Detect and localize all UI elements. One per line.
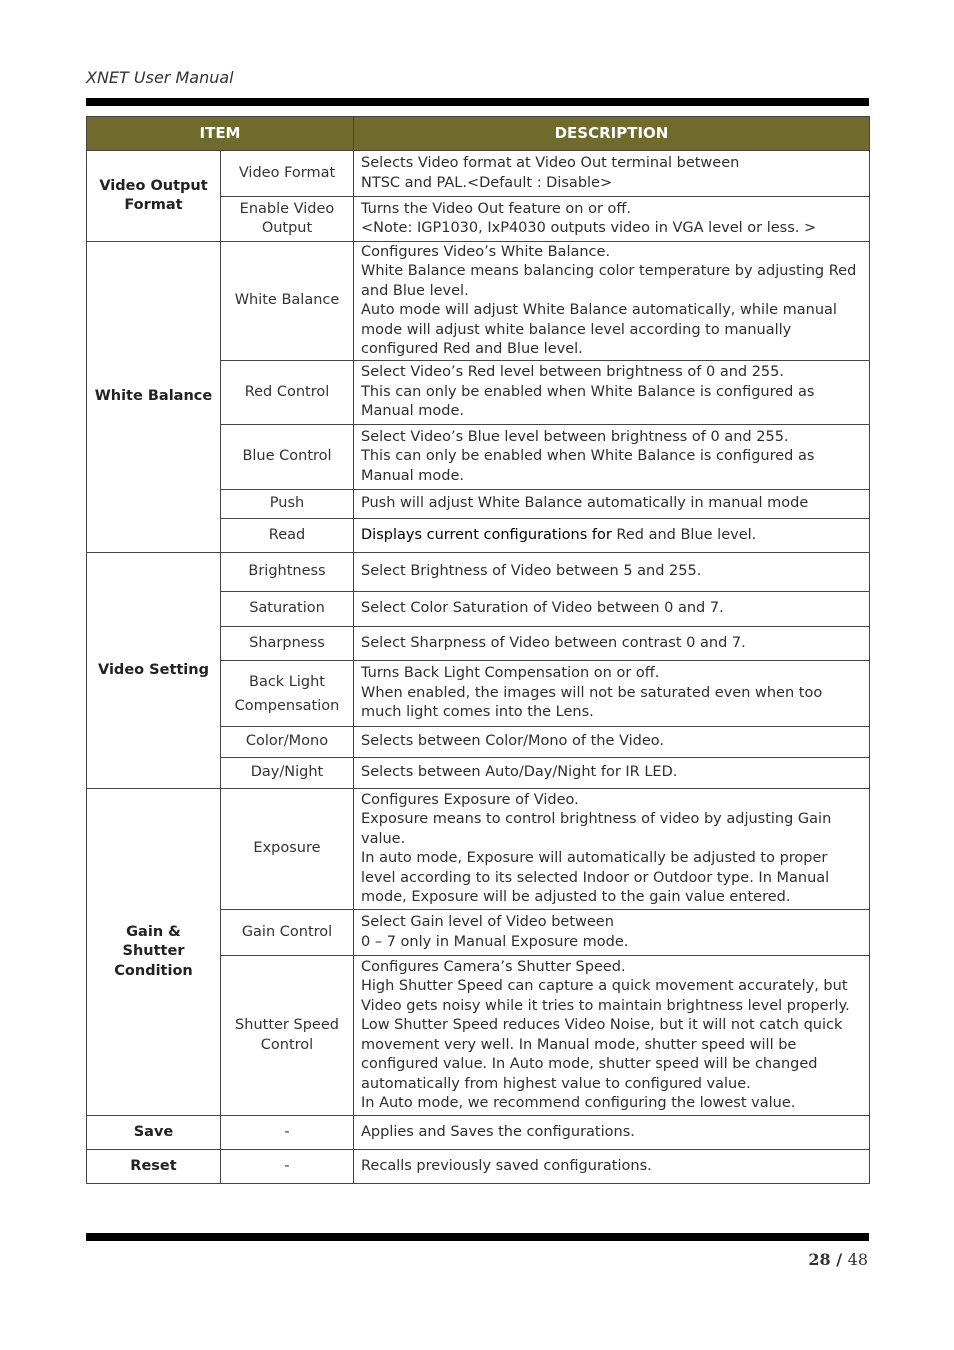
- description-line: Select Brightness of Video between 5 and 255.: [361, 563, 702, 580]
- column-header-description: DESCRIPTION: [354, 117, 870, 151]
- description-cell: [354, 151, 870, 197]
- item-cell: -: [221, 1150, 354, 1184]
- description-cell: [354, 758, 870, 789]
- description-cell: [354, 425, 870, 490]
- description-line: Auto mode will adjust White Balance automatically, while manual mode will adjust white balance level according to manually configured Red and Blue level.: [361, 302, 837, 357]
- item-cell: Brightness: [221, 553, 354, 592]
- category-cell: Video Output Format: [87, 151, 221, 242]
- description-line: Turns Back Light Compensation on or off.: [361, 665, 660, 682]
- item-cell: -: [221, 1116, 354, 1150]
- description-lead: Displays current configurations for: [361, 526, 612, 543]
- description-cell: [354, 1116, 870, 1150]
- page-separator: /: [830, 1250, 848, 1269]
- description-line: Selects Video format at Video Out terminal between: [361, 155, 740, 171]
- description-cell: [354, 519, 870, 553]
- column-header-item: ITEM: [87, 117, 354, 151]
- table-row: [87, 789, 870, 910]
- description-line: Turns the Video Out feature on or off.: [361, 200, 631, 217]
- description-cell: [354, 627, 870, 661]
- description-cell: [354, 1150, 870, 1184]
- description-line: Configures Exposure of Video.: [361, 791, 579, 808]
- description-cell: [354, 727, 870, 758]
- item-cell: Saturation: [221, 592, 354, 627]
- description-line: White Balance means balancing color temperature by adjusting Red and Blue level.: [361, 263, 857, 299]
- description-line: Low Shutter Speed reduces Video Noise, but it will not catch quick movement very well. In Manual mode, shutter speed will be configured value. In Auto mode, shutter speed will be changed automatically from highest value to configured value.: [361, 1017, 843, 1092]
- description-line: Configures Video’s White Balance.: [361, 243, 611, 260]
- description-line: Recalls previously saved configurations.: [361, 1157, 652, 1174]
- description-cell: [354, 361, 870, 425]
- table-row: [87, 242, 870, 361]
- item-cell: Video Format: [221, 151, 354, 197]
- item-cell: Day/Night: [221, 758, 354, 789]
- item-cell: Shutter Speed Control: [221, 956, 354, 1116]
- category-cell: Save: [87, 1116, 221, 1150]
- item-cell: Sharpness: [221, 627, 354, 661]
- table-row: [87, 553, 870, 592]
- description-line: Selects between Color/Mono of the Video.: [361, 733, 664, 750]
- category-cell: White Balance: [87, 242, 221, 553]
- item-cell: Read: [221, 519, 354, 553]
- description-line: Select Sharpness of Video between contrast 0 and 7.: [361, 634, 746, 651]
- description-line: High Shutter Speed can capture a quick movement accurately, but Video gets noisy while it tries to maintain brightness level properly.: [361, 978, 850, 1014]
- description-line: Select Color Saturation of Video between 0 and 7.: [361, 600, 724, 617]
- description-line: Configures Camera’s Shutter Speed.: [361, 958, 626, 975]
- settings-table: [86, 116, 870, 1184]
- description-cell: [354, 553, 870, 592]
- table-row: [87, 1116, 870, 1150]
- description-cell: [354, 592, 870, 627]
- item-cell: Gain Control: [221, 910, 354, 956]
- table-header-row: [87, 117, 870, 151]
- item-cell: Back Light Compensation: [221, 661, 354, 727]
- description-line: In auto mode, Exposure will automatically be adjusted to proper level according to its selected Indoor or Outdoor type. In Manual mode, Exposure will be adjusted to the gain value entered.: [361, 850, 830, 905]
- description-cell: [354, 789, 870, 910]
- description-line: Applies and Saves the configurations.: [361, 1123, 635, 1140]
- description-line: <Note: IGP1030, IxP4030 outputs video in VGA level or less. >: [361, 220, 817, 236]
- total-pages: 48: [847, 1250, 868, 1269]
- item-cell: Color/Mono: [221, 727, 354, 758]
- description-cell: [354, 490, 870, 519]
- item-cell: Exposure: [221, 789, 354, 910]
- table-body: [87, 151, 870, 1184]
- description-line: This can only be enabled when White Balance is configured as Manual mode.: [361, 383, 815, 420]
- page-number: [808, 1250, 868, 1269]
- description-line: Selects between Auto/Day/Night for IR LED.: [361, 764, 678, 781]
- category-cell: Gain & Shutter Condition: [87, 789, 221, 1116]
- item-cell: Red Control: [221, 361, 354, 425]
- table-row: [87, 1150, 870, 1184]
- footer-rule: [86, 1233, 869, 1241]
- description-line: Select Video’s Red level between brightness of 0 and 255.: [361, 364, 784, 381]
- description-line: NTSC and PAL.<Default : Disable>: [361, 174, 613, 191]
- description-cell: [354, 661, 870, 727]
- description-line: When enabled, the images will not be saturated even when too much light comes into the Lens.: [361, 684, 823, 721]
- description-cell: [354, 910, 870, 956]
- description-line: 0 – 7 only in Manual Exposure mode.: [361, 933, 629, 950]
- description-cell: [354, 242, 870, 361]
- category-cell: Reset: [87, 1150, 221, 1184]
- item-cell: White Balance: [221, 242, 354, 361]
- description-line: Exposure means to control brightness of video by adjusting Gain value.: [361, 811, 832, 847]
- description-line: Push will adjust White Balance automatically in manual mode: [361, 495, 809, 512]
- description-line: Select Video’s Blue level between brightness of 0 and 255.: [361, 428, 789, 445]
- item-cell: Blue Control: [221, 425, 354, 490]
- item-cell: Push: [221, 490, 354, 519]
- description-line: Red and Blue level.: [611, 526, 757, 543]
- category-cell: Video Setting: [87, 553, 221, 789]
- description-line: In Auto mode, we recommend configuring the lowest value.: [361, 1095, 796, 1111]
- header-rule: [86, 98, 869, 106]
- description-cell: [354, 956, 870, 1116]
- description-line: Select Gain level of Video between: [361, 914, 614, 930]
- table-row: [87, 151, 870, 197]
- document-header-title: XNET User Manual: [86, 68, 234, 87]
- description-cell: [354, 197, 870, 242]
- current-page: 28: [808, 1250, 831, 1269]
- item-cell: Enable Video Output: [221, 197, 354, 242]
- description-line: This can only be enabled when White Balance is configured as Manual mode.: [361, 448, 815, 484]
